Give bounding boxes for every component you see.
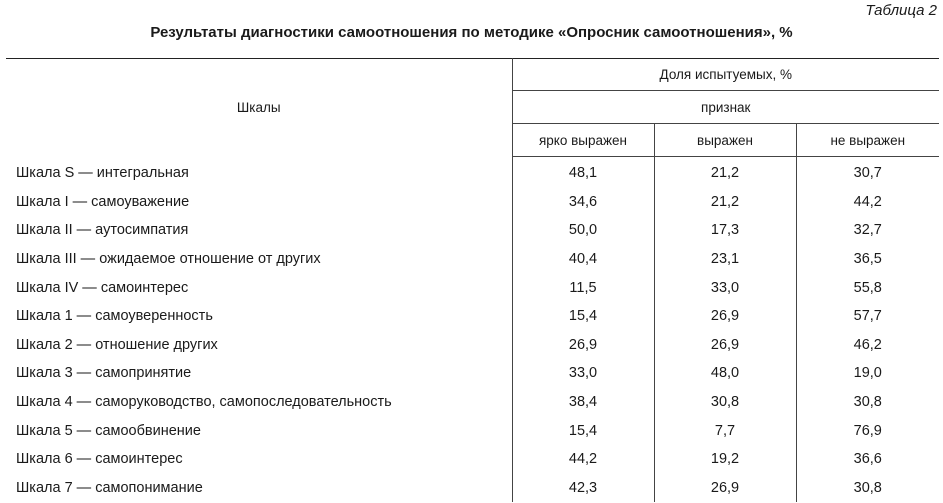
value-shown: 23,1 bbox=[654, 245, 796, 274]
table-row bbox=[6, 302, 939, 331]
table-row bbox=[6, 245, 939, 274]
value-not-shown: 55,8 bbox=[853, 279, 882, 296]
value-bright: 40,4 bbox=[512, 245, 654, 274]
value-shown: 26,9 bbox=[654, 474, 796, 503]
value-bright: 15,4 bbox=[512, 416, 654, 445]
value-bright: 34,6 bbox=[512, 188, 654, 217]
value-bright: 11,5 bbox=[512, 273, 654, 302]
value-shown: 21,2 bbox=[654, 188, 796, 217]
scale-name: Шкала 2 — отношение других bbox=[6, 331, 512, 360]
scale-name: Шкала 1 — самоуверенность bbox=[6, 302, 512, 331]
value-shown: 33,0 bbox=[654, 273, 796, 302]
scale-name: Шкала II — аутосимпатия bbox=[6, 216, 512, 245]
value-shown: 30,8 bbox=[654, 388, 796, 417]
value-bright: 42,3 bbox=[512, 474, 654, 503]
scales-column-header: Шкалы bbox=[6, 59, 512, 157]
value-not-shown: 32,7 bbox=[853, 222, 882, 239]
table-number: Таблица 2 bbox=[865, 2, 937, 19]
scale-name: Шкала 6 — самоинтерес bbox=[6, 445, 512, 474]
value-not-shown: 30,7 bbox=[853, 165, 882, 182]
scale-name: Шкала 5 — самообвинение bbox=[6, 416, 512, 445]
scale-name: Шкала S — интегральная bbox=[6, 157, 512, 188]
value-shown: 26,9 bbox=[654, 302, 796, 331]
value-not-shown: 76,9 bbox=[853, 422, 882, 439]
value-not-shown: 44,2 bbox=[853, 193, 882, 210]
table-body bbox=[6, 157, 939, 503]
value-not-shown: 36,6 bbox=[853, 451, 882, 468]
value-not-shown: 46,2 bbox=[853, 336, 882, 353]
scale-name: Шкала III — ожидаемое отношение от других bbox=[6, 245, 512, 274]
table-row bbox=[6, 359, 939, 388]
table-row bbox=[6, 188, 939, 217]
table-row bbox=[6, 273, 939, 302]
column-header-not-shown: не выражен bbox=[796, 124, 939, 157]
value-not-shown: 30,8 bbox=[853, 479, 882, 496]
scale-name: Шкала I — самоуважение bbox=[6, 188, 512, 217]
value-not-shown: 36,5 bbox=[853, 251, 882, 268]
share-header: Доля испытуемых, % bbox=[512, 59, 939, 91]
scale-name: Шкала IV — самоинтерес bbox=[6, 273, 512, 302]
value-bright: 38,4 bbox=[512, 388, 654, 417]
value-shown: 19,2 bbox=[654, 445, 796, 474]
table-row bbox=[6, 416, 939, 445]
value-bright: 33,0 bbox=[512, 359, 654, 388]
table-row bbox=[6, 216, 939, 245]
value-shown: 21,2 bbox=[654, 157, 796, 188]
value-bright: 26,9 bbox=[512, 331, 654, 360]
value-bright: 50,0 bbox=[512, 216, 654, 245]
table-title: Результаты диагностики самоотношения по методике «Опросник самоотношения», % bbox=[150, 24, 793, 41]
table-row bbox=[6, 388, 939, 417]
table-row bbox=[6, 474, 939, 503]
value-shown: 48,0 bbox=[654, 359, 796, 388]
table-row bbox=[6, 331, 939, 360]
value-shown: 26,9 bbox=[654, 331, 796, 360]
value-not-shown: 30,8 bbox=[853, 394, 882, 411]
value-shown: 17,3 bbox=[654, 216, 796, 245]
column-header-shown: выражен bbox=[654, 124, 796, 157]
value-not-shown: 19,0 bbox=[853, 365, 882, 382]
scale-name: Шкала 3 — самопринятие bbox=[6, 359, 512, 388]
value-bright: 48,1 bbox=[512, 157, 654, 188]
value-shown: 7,7 bbox=[654, 416, 796, 445]
value-not-shown: 57,7 bbox=[853, 308, 882, 325]
table-row bbox=[6, 157, 939, 188]
value-bright: 44,2 bbox=[512, 445, 654, 474]
scale-name: Шкала 7 — самопонимание bbox=[6, 474, 512, 503]
results-table bbox=[6, 58, 939, 502]
scale-name: Шкала 4 — саморуководство, самопоследовательность bbox=[6, 388, 512, 417]
table-header bbox=[6, 59, 939, 157]
table-row bbox=[6, 445, 939, 474]
value-bright: 15,4 bbox=[512, 302, 654, 331]
sign-header: признак bbox=[512, 91, 939, 124]
column-header-bright: ярко выражен bbox=[512, 124, 654, 157]
